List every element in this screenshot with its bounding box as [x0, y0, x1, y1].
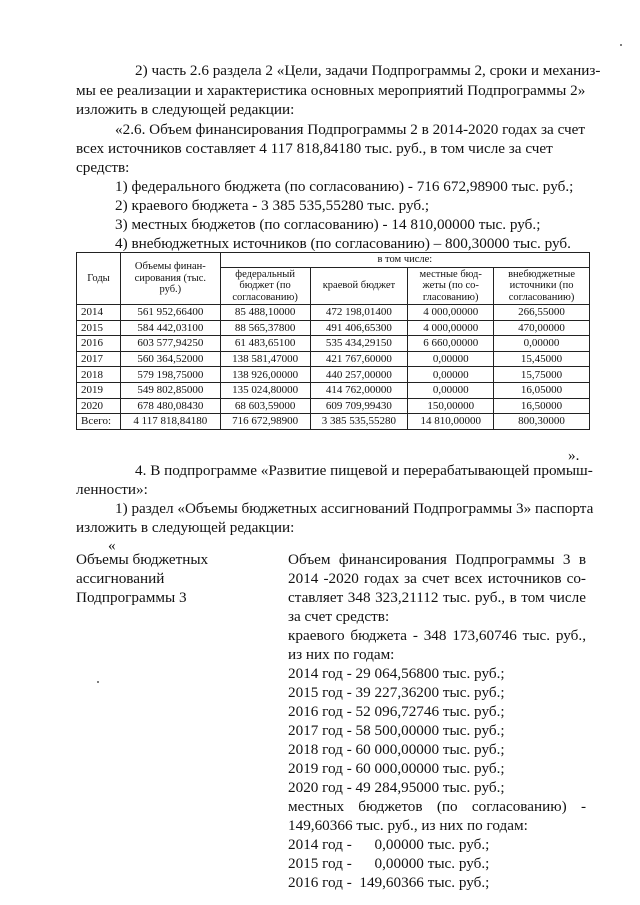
table-row — [77, 336, 590, 352]
cell-federal: 716 672,98900 — [220, 414, 310, 430]
cell-year: 2017 — [77, 351, 121, 367]
table-total-row — [77, 414, 590, 430]
cell-extra: 470,00000 — [494, 320, 590, 336]
cell-regional: 3 385 535,55280 — [310, 414, 408, 430]
header-including: в том числе: — [220, 253, 589, 268]
cell-federal: 85 488,10000 — [220, 305, 310, 321]
financing-table — [76, 252, 590, 430]
scan-speck — [97, 681, 99, 683]
cell-year: 2020 — [77, 398, 121, 414]
cell-extra: 266,55000 — [494, 305, 590, 321]
passport-label: Подпрограммы 3 — [76, 589, 187, 606]
cell-regional: 414 762,00000 — [310, 382, 408, 398]
passport-text: Объем финансирования Подпрограммы 3 в — [288, 551, 586, 568]
cell-federal: 61 483,65100 — [220, 336, 310, 352]
passport-label: ассигнований — [76, 570, 165, 587]
local-year-item: 2014 год - 0,00000 тыс. руб.; — [288, 836, 490, 853]
cell-federal: 88 565,37800 — [220, 320, 310, 336]
regional-year-item: 2015 год - 39 227,36200 тыс. руб.; — [288, 684, 505, 701]
table-row — [77, 305, 590, 321]
table-row — [77, 367, 590, 383]
cell-regional: 491 406,65300 — [310, 320, 408, 336]
paragraph-line: 1) раздел «Объемы бюджетных ассигнований Подпрограммы 3» паспорта — [115, 500, 594, 517]
passport-label: Объемы бюджетных — [76, 551, 209, 568]
header-total: Объемы финан-сирования (тыс. руб.) — [120, 253, 220, 305]
quote-line: «2.6. Объем финансирования Подпрограммы 2 в 2014-2020 годах за счет — [115, 121, 586, 138]
cell-local: 0,00000 — [408, 367, 494, 383]
regional-budget-line: из них по годам: — [288, 646, 395, 663]
regional-budget-line: краевого бюджета - 348 173,60746 тыс. руб., — [288, 627, 586, 644]
quote-line: всех источников составляет 4 117 818,84180 тыс. руб., в том числе за счет — [76, 140, 553, 157]
funding-item: 2) краевого бюджета - 3 385 535,55280 тыс. руб.; — [115, 197, 430, 214]
local-budget-line: местных бюджетов (по согласованию) - — [288, 798, 586, 815]
local-budget-line: 149,60366 тыс. руб., из них по годам: — [288, 817, 528, 834]
cell-total: 579 198,75000 — [120, 367, 220, 383]
cell-total: 584 442,03100 — [120, 320, 220, 336]
cell-year: 2014 — [77, 305, 121, 321]
cell-total: 4 117 818,84180 — [120, 414, 220, 430]
cell-extra: 16,05000 — [494, 382, 590, 398]
cell-local: 6 660,00000 — [408, 336, 494, 352]
regional-year-item: 2020 год - 49 284,95000 тыс. руб.; — [288, 779, 505, 796]
cell-year: Всего: — [77, 414, 121, 430]
regional-year-item: 2014 год - 29 064,56800 тыс. руб.; — [288, 665, 505, 682]
table-row — [77, 382, 590, 398]
paragraph-line: изложить в следующей редакции: — [76, 519, 295, 536]
passport-text: за счет средств: — [288, 608, 390, 625]
quote-line: средств: — [76, 159, 130, 176]
cell-local: 0,00000 — [408, 351, 494, 367]
cell-federal: 138 926,00000 — [220, 367, 310, 383]
header-regional: краевой бюджет — [310, 267, 408, 305]
local-year-item: 2015 год - 0,00000 тыс. руб.; — [288, 855, 490, 872]
cell-local: 0,00000 — [408, 382, 494, 398]
closing-quote: ». — [568, 447, 580, 464]
table-row — [77, 398, 590, 414]
header-years: Годы — [77, 253, 121, 305]
cell-federal: 138 581,47000 — [220, 351, 310, 367]
table-row — [77, 320, 590, 336]
cell-year: 2016 — [77, 336, 121, 352]
cell-extra: 15,75000 — [494, 367, 590, 383]
funding-item: 1) федерального бюджета (по согласованию) - 716 672,98900 тыс. руб.; — [115, 178, 574, 195]
cell-regional: 609 709,99430 — [310, 398, 408, 414]
cell-total: 561 952,66400 — [120, 305, 220, 321]
passport-text: 2014 -2020 годах за счет всех источников со- — [288, 570, 586, 587]
cell-extra: 800,30000 — [494, 414, 590, 430]
regional-year-item: 2016 год - 52 096,72746 тыс. руб.; — [288, 703, 505, 720]
cell-local: 4 000,00000 — [408, 320, 494, 336]
header-local: местные бюд-жеты (по со-гласованию) — [408, 267, 494, 305]
regional-year-item: 2017 год - 58 500,00000 тыс. руб.; — [288, 722, 505, 739]
cell-total: 560 364,52000 — [120, 351, 220, 367]
header-federal: федеральный бюджет (по согласованию) — [220, 267, 310, 305]
cell-regional: 535 434,29150 — [310, 336, 408, 352]
cell-local: 150,00000 — [408, 398, 494, 414]
cell-extra: 15,45000 — [494, 351, 590, 367]
cell-local: 4 000,00000 — [408, 305, 494, 321]
cell-regional: 440 257,00000 — [310, 367, 408, 383]
cell-extra: 0,00000 — [494, 336, 590, 352]
paragraph-line: изложить в следующей редакции: — [76, 101, 295, 118]
regional-year-item: 2019 год - 60 000,00000 тыс. руб.; — [288, 760, 505, 777]
cell-extra: 16,50000 — [494, 398, 590, 414]
scan-speck — [620, 44, 622, 46]
cell-total: 678 480,08430 — [120, 398, 220, 414]
cell-federal: 135 024,80000 — [220, 382, 310, 398]
cell-local: 14 810,00000 — [408, 414, 494, 430]
cell-federal: 68 603,59000 — [220, 398, 310, 414]
regional-year-item: 2018 год - 60 000,00000 тыс. руб.; — [288, 741, 505, 758]
cell-year: 2019 — [77, 382, 121, 398]
cell-regional: 472 198,01400 — [310, 305, 408, 321]
cell-year: 2018 — [77, 367, 121, 383]
local-year-item: 2016 год - 149,60366 тыс. руб.; — [288, 874, 490, 891]
header-extra: внебюджетные источники (по согласованию) — [494, 267, 590, 305]
cell-regional: 421 767,60000 — [310, 351, 408, 367]
funding-item: 3) местных бюджетов (по согласованию) - 14 810,00000 тыс. руб.; — [115, 216, 541, 233]
funding-item: 4) внебюджетных источников (по согласованию) – 800,30000 тыс. руб. — [115, 235, 571, 252]
passport-text: ставляет 348 323,21112 тыс. руб., в том числе — [288, 589, 586, 606]
paragraph-line: 4. В подпрограмме «Развитие пищевой и перерабатывающей промыш- — [135, 462, 593, 479]
paragraph-line: ленности»: — [76, 481, 148, 498]
paragraph-line: мы ее реализации и характеристика основных мероприятий Подпрограммы 2» — [76, 82, 586, 99]
open-quote: « — [108, 537, 116, 554]
cell-total: 549 802,85000 — [120, 382, 220, 398]
cell-total: 603 577,94250 — [120, 336, 220, 352]
paragraph-line: 2) часть 2.6 раздела 2 «Цели, задачи Подпрограммы 2, сроки и механиз- — [135, 62, 601, 79]
table-row — [77, 351, 590, 367]
cell-year: 2015 — [77, 320, 121, 336]
